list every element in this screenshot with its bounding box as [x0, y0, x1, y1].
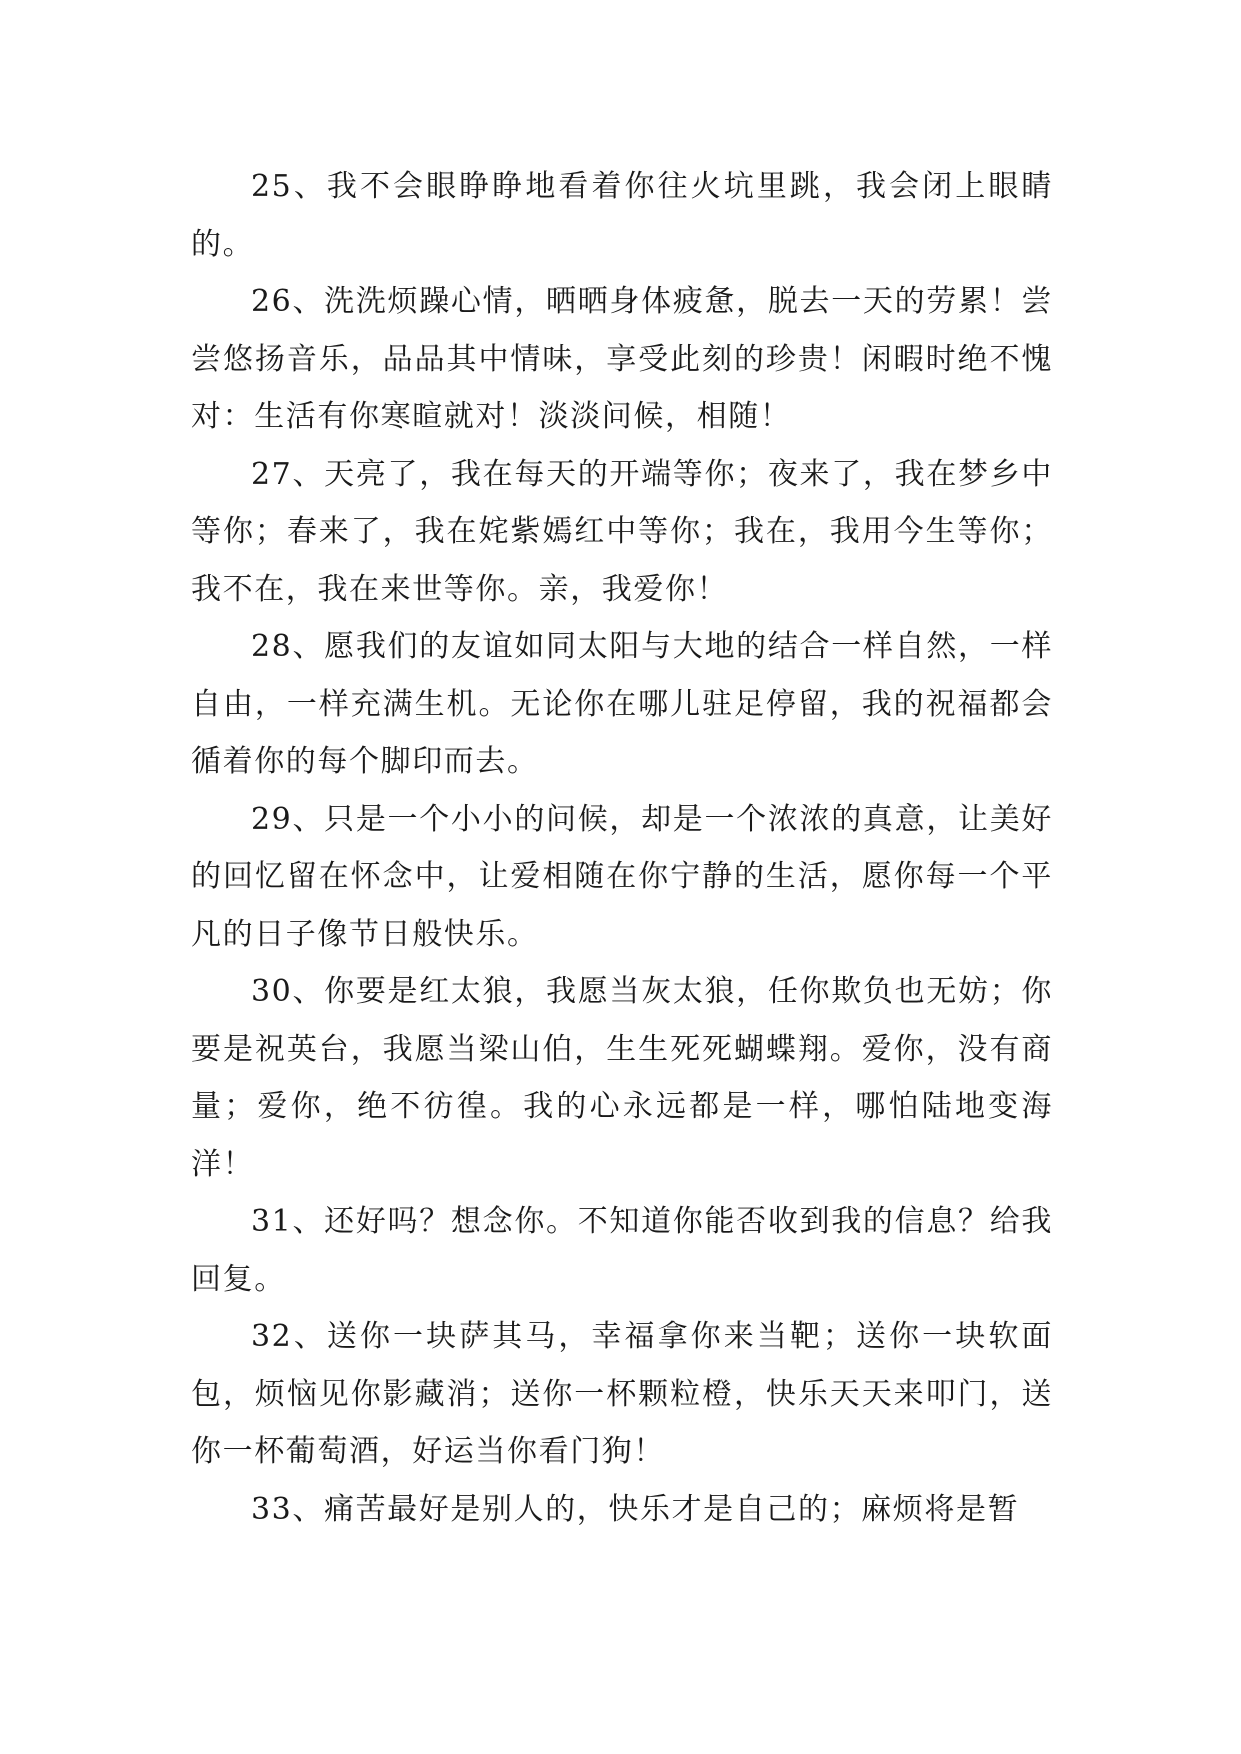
paragraph-28: 28、愿我们的友谊如同太阳与大地的结合一样自然，一样自由，一样充满生机。无论你在哪儿驻足停留，我的祝福都会循着你的每个脚印而去。 [191, 629, 1053, 779]
paragraph-33: 33、痛苦最好是别人的，快乐才是自己的；麻烦将是暂 [251, 1491, 1020, 1527]
paragraph-31: 31、还好吗？想念你。不知道你能否收到我的信息？给我回复。 [191, 1204, 1053, 1297]
paragraph-27: 27、天亮了，我在每天的开端等你；夜来了，我在梦乡中等你；春来了，我在姹紫嫣红中等你；我在，我用今生等你；我不在，我在来世等你。亲，我爱你！ [191, 456, 1053, 607]
paragraph-25: 25、我不会眼睁睁地看着你往火坑里跳，我会闭上眼睛的。 [191, 169, 1053, 262]
document-body [191, 158, 1053, 1538]
paragraph-26: 26、洗洗烦躁心情，晒晒身体疲惫，脱去一天的劳累！尝尝悠扬音乐，品品其中情味，享受此刻的珍贵！闲暇时绝不愧对：生活有你寒暄就对！淡淡问候，相随！ [191, 284, 1053, 434]
paragraph-30: 30、你要是红太狼，我愿当灰太狼，任你欺负也无妨；你要是祝英台，我愿当梁山伯，生生死死蝴蝶翔。爱你，没有商量；爱你，绝不彷徨。我的心永远都是一样，哪怕陆地变海洋！ [191, 974, 1053, 1182]
paragraph-32: 32、送你一块萨其马，幸福拿你来当靶；送你一块软面包，烦恼见你影藏消；送你一杯颗粒橙，快乐天天来叩门，送你一杯葡萄酒，好运当你看门狗！ [191, 1319, 1053, 1469]
paragraph-29: 29、只是一个小小的问候，却是一个浓浓的真意，让美好的回忆留在怀念中，让爱相随在你宁静的生活，愿你每一个平凡的日子像节日般快乐。 [191, 801, 1053, 952]
